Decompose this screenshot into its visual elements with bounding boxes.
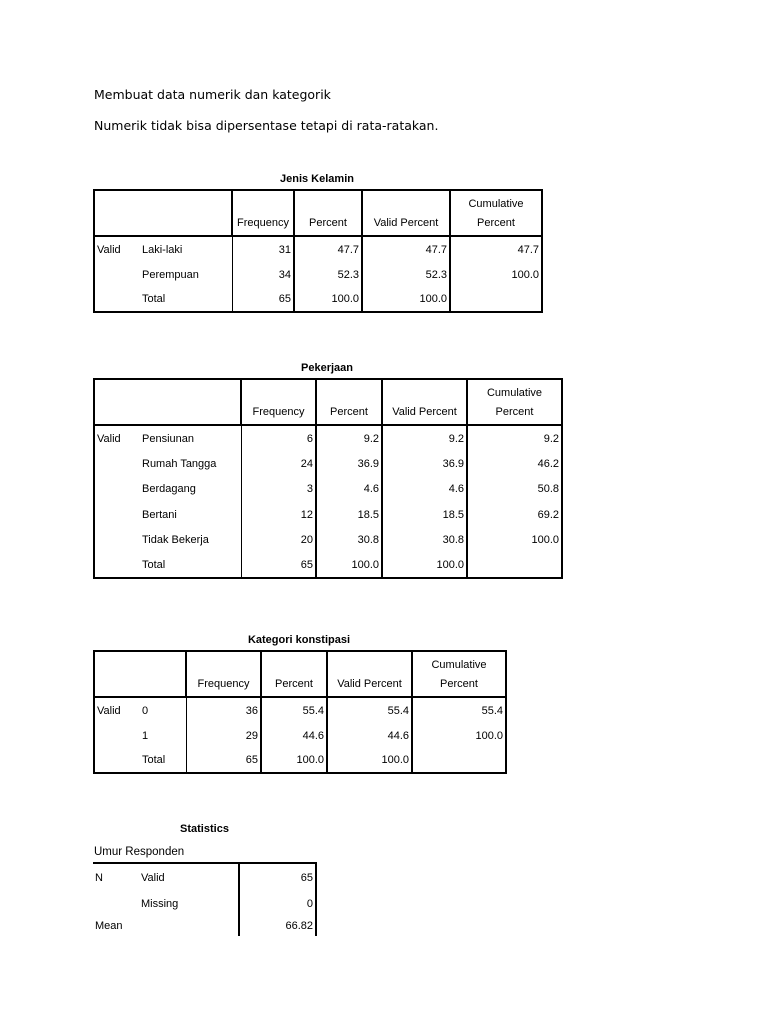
group-label [94, 527, 140, 553]
frequency-cell: 24 [300, 457, 313, 470]
header-cumulative-line2: Percent [495, 406, 534, 418]
group-label: N [93, 863, 139, 891]
table-row [94, 236, 542, 262]
header-frequency: Frequency [232, 190, 294, 236]
group-label [94, 451, 140, 476]
frequency-cell: 65 [232, 287, 294, 312]
percent-cell: 100.0 [294, 287, 362, 312]
group-label [94, 287, 140, 312]
cumulative-cell [450, 287, 542, 312]
header-valid-percent: Valid Percent [362, 190, 450, 236]
frequency-cell: 31 [278, 243, 291, 256]
row-label: 0 [140, 697, 186, 723]
percent-cell: 4.6 [316, 476, 382, 502]
document-heading: Membuat data numerik dan kategorik [94, 87, 331, 102]
group-label [94, 502, 140, 527]
statistics-table [93, 862, 317, 936]
percent-cell: 100.0 [316, 553, 382, 578]
table-row [94, 287, 542, 312]
document-note: Numerik tidak bisa dipersentase tetapi di rata-ratakan. [94, 118, 439, 133]
group-label: Valid [94, 236, 140, 262]
row-label: Bertani [140, 502, 241, 527]
group-label [93, 891, 139, 916]
valid-percent-cell: 44.6 [327, 723, 412, 748]
frequency-cell: 6 [306, 432, 313, 445]
row-label: Perempuan [140, 262, 232, 287]
frequency-cell: 65 [241, 553, 316, 578]
table-row [94, 451, 562, 476]
cumulative-cell: 46.2 [467, 451, 562, 476]
valid-percent-cell: 47.7 [362, 236, 450, 262]
jenis-kelamin-title: Jenis Kelamin [280, 173, 354, 185]
header-percent: Percent [316, 379, 382, 425]
group-label [94, 553, 140, 578]
frequency-cell: 36 [245, 704, 258, 717]
percent-cell: 55.4 [261, 697, 327, 723]
valid-percent-cell: 100.0 [327, 748, 412, 773]
header-cumulative-line2: Percent [440, 678, 478, 690]
cumulative-cell: 69.2 [467, 502, 562, 527]
row-label: Total [140, 553, 241, 578]
cumulative-cell: 50.8 [467, 476, 562, 502]
percent-cell: 18.5 [316, 502, 382, 527]
percent-cell: 30.8 [316, 527, 382, 553]
group-label [94, 748, 140, 773]
header-percent: Percent [294, 190, 362, 236]
jenis-kelamin-table [93, 189, 543, 313]
valid-percent-cell: 4.6 [382, 476, 467, 502]
valid-percent-cell: 100.0 [382, 553, 467, 578]
group-label [94, 476, 140, 502]
table-row [94, 527, 562, 553]
valid-percent-cell: 52.3 [362, 262, 450, 287]
percent-cell: 52.3 [294, 262, 362, 287]
table-header-row [94, 190, 542, 236]
row-label: Pensiunan [140, 425, 241, 451]
cumulative-cell: 100.0 [467, 527, 562, 553]
header-corner [94, 651, 186, 697]
valid-percent-cell: 100.0 [362, 287, 450, 312]
statistics-variable-label: Umur Responden [94, 846, 185, 858]
row-label: Valid [139, 863, 239, 891]
row-label: 1 [140, 723, 186, 748]
frequency-cell: 3 [306, 483, 313, 495]
frequency-cell: 29 [245, 729, 258, 742]
frequency-cell: 20 [300, 534, 313, 546]
kategori-konstipasi-table [93, 650, 507, 774]
header-corner [94, 379, 241, 425]
frequency-cell: 12 [300, 508, 313, 521]
kategori-konstipasi-title: Kategori konstipasi [247, 634, 351, 646]
row-label: Laki-laki [140, 236, 232, 262]
group-label [94, 262, 140, 287]
header-corner [94, 190, 232, 236]
valid-percent-cell: 18.5 [382, 502, 467, 527]
cumulative-cell: 100.0 [412, 723, 506, 748]
valid-percent-cell: 36.9 [382, 451, 467, 476]
header-frequency: Frequency [241, 379, 316, 425]
valid-percent-cell: 55.4 [327, 697, 412, 723]
cumulative-cell: 55.4 [412, 697, 506, 723]
table-row [93, 916, 316, 936]
table-row [94, 723, 506, 748]
value-cell: 66.82 [239, 916, 316, 936]
table-header-row [94, 651, 506, 697]
percent-cell: 47.7 [294, 236, 362, 262]
header-cumulative-percent [450, 190, 542, 236]
header-cumulative-percent [412, 651, 506, 697]
table-row [94, 502, 562, 527]
pekerjaan-table [93, 378, 563, 579]
header-cumulative-percent [467, 379, 562, 425]
percent-cell: 44.6 [261, 723, 327, 748]
group-label: Valid [94, 697, 140, 723]
table-row [94, 553, 562, 578]
percent-cell: 100.0 [261, 748, 327, 773]
row-label: Rumah Tangga [140, 451, 241, 476]
table-row [94, 476, 562, 502]
header-valid-percent: Valid Percent [382, 379, 467, 425]
table-row [94, 262, 542, 287]
table-row [93, 891, 316, 916]
header-cumulative-line1: Cumulative [468, 198, 524, 210]
valid-percent-cell: 9.2 [382, 425, 467, 451]
table-row [94, 697, 506, 723]
row-label: Total [140, 748, 186, 773]
cumulative-cell: 9.2 [467, 425, 562, 451]
cumulative-cell: 47.7 [450, 236, 542, 262]
group-label [94, 723, 140, 748]
group-label: Valid [94, 425, 140, 451]
frequency-cell: 34 [278, 268, 291, 281]
table-row [93, 863, 316, 891]
table-row [94, 748, 506, 773]
header-cumulative-line2: Percent [477, 217, 515, 229]
pekerjaan-title: Pekerjaan [301, 362, 353, 374]
percent-cell: 36.9 [316, 451, 382, 476]
header-valid-percent: Valid Percent [327, 651, 412, 697]
table-header-row [94, 379, 562, 425]
row-label: Total [140, 287, 232, 312]
row-label: Tidak Bekerja [140, 527, 241, 553]
table-row [94, 425, 562, 451]
value-cell: 65 [239, 863, 316, 891]
statistics-title: Statistics [180, 823, 229, 835]
header-frequency: Frequency [186, 651, 261, 697]
cumulative-cell: 100.0 [450, 262, 542, 287]
percent-cell: 9.2 [316, 425, 382, 451]
cumulative-cell [467, 553, 562, 578]
frequency-cell: 65 [186, 748, 261, 773]
valid-percent-cell: 30.8 [382, 527, 467, 553]
row-label: Missing [139, 891, 239, 916]
group-label: Mean [93, 916, 239, 936]
row-label: Berdagang [140, 476, 241, 502]
value-cell: 0 [239, 891, 316, 916]
header-cumulative-line1: Cumulative [486, 387, 543, 399]
header-percent: Percent [261, 651, 327, 697]
cumulative-cell [412, 748, 506, 773]
header-cumulative-line1: Cumulative [431, 659, 487, 671]
